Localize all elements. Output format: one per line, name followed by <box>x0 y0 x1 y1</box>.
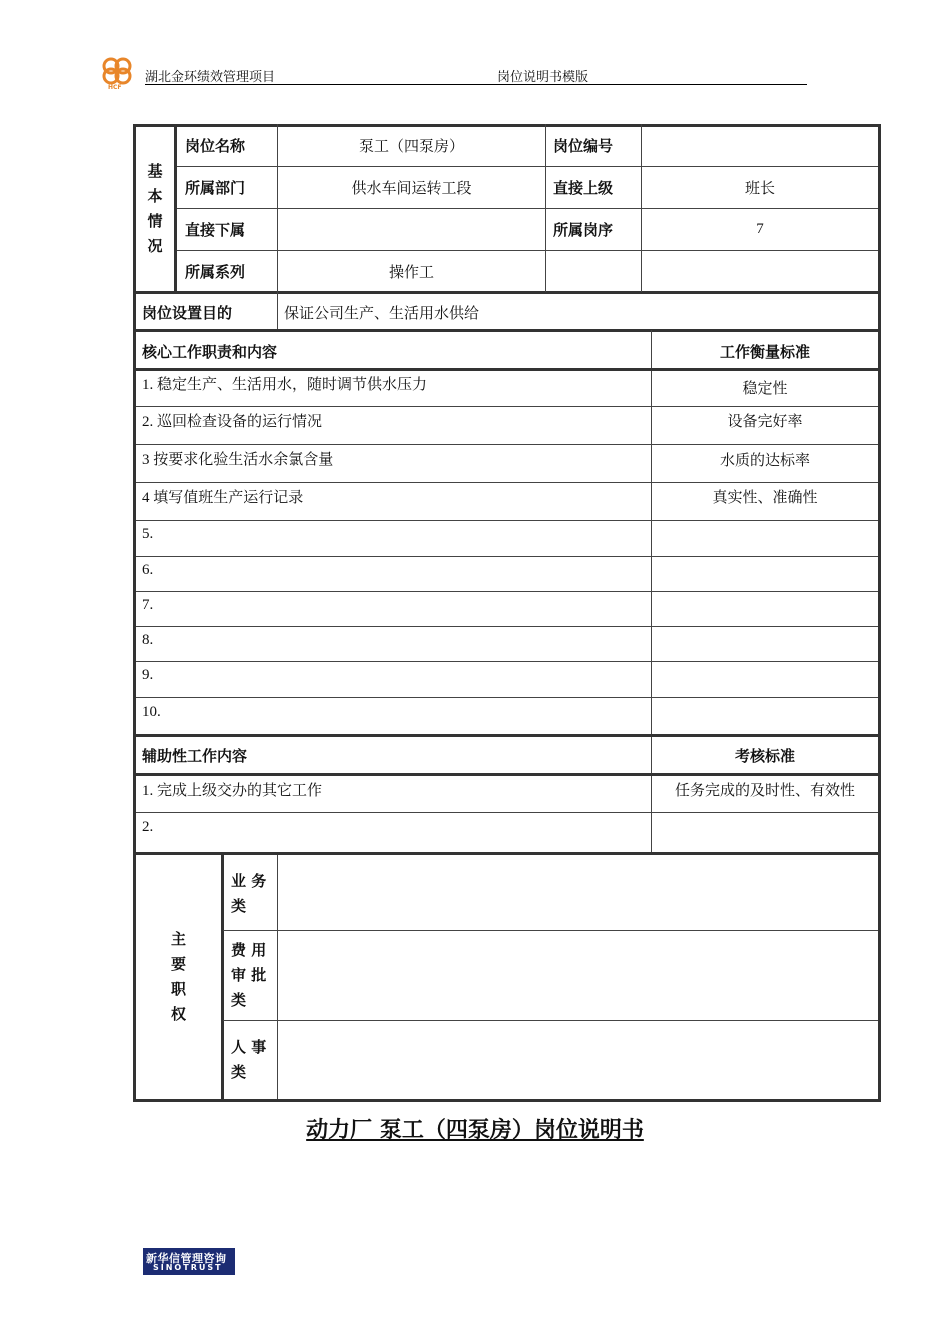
authority-business-value <box>278 857 878 930</box>
document-type: 岗位说明书模版 <box>497 69 589 84</box>
core-standard-1: 稳定性 <box>742 381 788 397</box>
core-duty-8: 8. <box>142 631 154 648</box>
authority-section-label: 主 要 职 权 <box>170 930 186 1023</box>
core-standard-3: 水质的达标率 <box>719 452 810 469</box>
core-standard-2: 设备完好率 <box>727 413 803 430</box>
core-standard-7 <box>652 592 878 618</box>
core-duty-6: 6. <box>142 561 154 578</box>
authority-expense-label: 费 用 审 批 类 <box>231 941 267 1009</box>
core-standard-8 <box>652 627 878 653</box>
core-duties-header: 核心工作职责和内容 <box>142 342 278 361</box>
purpose-value: 保证公司生产、生活用水供给 <box>284 305 480 322</box>
job-description-form <box>133 124 881 1102</box>
authority-business-label: 业 务 类 <box>231 871 267 915</box>
core-duty-9: 9. <box>142 666 154 683</box>
direct-superior-label: 直接上级 <box>553 178 614 197</box>
auxiliary-standard-2 <box>652 814 878 840</box>
auxiliary-duty-2: 2. <box>142 818 154 835</box>
direct-subordinate-label: 直接下属 <box>185 220 246 239</box>
post-name-label: 岗位名称 <box>185 136 246 155</box>
purpose-label: 岗位设置目的 <box>142 303 233 322</box>
core-standard-10 <box>652 699 878 725</box>
post-order-label: 所属岗序 <box>553 220 614 239</box>
auxiliary-duty-1: 1. 完成上级交办的其它工作 <box>142 782 323 799</box>
post-code-label: 岗位编号 <box>553 136 614 155</box>
core-standard-6 <box>652 557 878 583</box>
series-value: 操作工 <box>388 264 434 281</box>
core-duty-1: 1. 稳定生产、生活用水，随时调节供水压力 <box>142 377 428 393</box>
department-value: 供水车间运转工段 <box>351 180 472 197</box>
auxiliary-standard-header: 考核标准 <box>734 746 795 765</box>
direct-superior-value: 班长 <box>744 180 775 197</box>
post-code-value <box>642 124 878 166</box>
core-standard-9 <box>652 662 878 688</box>
core-standard-5 <box>652 521 878 547</box>
department-label: 所属部门 <box>185 178 246 197</box>
core-duty-2: 2. 巡回检查设备的运行情况 <box>142 413 323 430</box>
post-order-value: 7 <box>756 220 764 237</box>
core-standard-header: 工作衡量标准 <box>719 342 810 361</box>
auxiliary-header: 辅助性工作内容 <box>142 746 248 765</box>
series-label: 所属系列 <box>185 262 246 281</box>
core-standard-4: 真实性、准确性 <box>712 489 818 506</box>
authority-expense-value <box>278 931 878 1020</box>
post-name-value: 泵工（四泵房） <box>358 138 464 155</box>
authority-personnel-label: 人 事 类 <box>231 1038 267 1081</box>
core-duty-3: 3 按要求化验生活水余氯含量 <box>142 451 334 468</box>
auxiliary-standard-1: 任务完成的及时性、有效性 <box>674 782 855 799</box>
svg-text:HCF: HCF <box>108 84 122 90</box>
authority-personnel-value <box>278 1021 878 1099</box>
direct-subordinate-value <box>278 208 545 250</box>
core-duty-10: 10. <box>142 703 161 720</box>
project-name: 湖北金环绩效管理项目 <box>145 69 276 84</box>
sinotrust-logo: 新华信管理咨询 SINOTRUST <box>143 1248 235 1275</box>
core-duty-7: 7. <box>142 596 154 613</box>
core-duty-4: 4 填写值班生产运行记录 <box>142 489 304 506</box>
company-logo <box>100 56 138 90</box>
header-rule <box>145 84 807 85</box>
core-duty-5: 5. <box>142 525 154 542</box>
document-title: 动力厂 泵工（四泵房）岗位说明书 <box>306 1118 644 1143</box>
basic-info-section-label: 基 本 情 况 <box>147 162 163 255</box>
